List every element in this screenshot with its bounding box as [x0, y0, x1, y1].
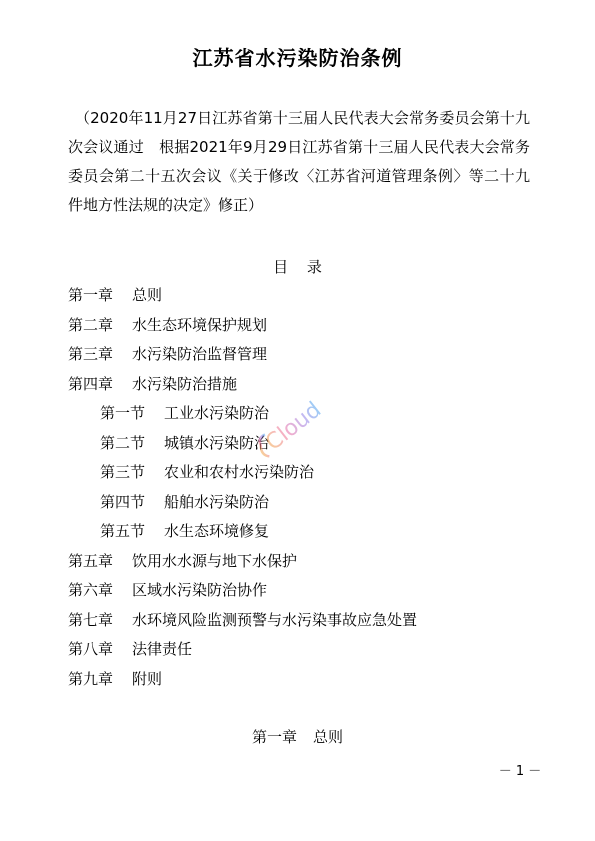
toc-item-title: 法律责任: [132, 640, 193, 658]
toc-chapter-item: [68, 281, 417, 311]
page-number: － 1 －: [498, 764, 542, 779]
toc-item-title: 水污染防治措施: [132, 374, 238, 393]
toc-section-item: [68, 399, 417, 429]
toc-chapter-item: [68, 635, 417, 665]
toc-section-item: [68, 458, 417, 488]
toc-item-number: 第九章: [68, 669, 114, 688]
toc-section-item: [68, 517, 417, 547]
toc-item-number: 第二节: [100, 433, 146, 452]
toc-chapter-item: [68, 606, 417, 636]
toc-item-title: 总则: [132, 286, 163, 304]
toc-item-number: 第四章: [68, 374, 114, 393]
toc-item-title: 水环境风险监测预警与水污染事故应急处置: [132, 610, 418, 629]
chapter-heading: [0, 726, 595, 747]
toc-item-title: 工业水污染防治: [164, 404, 270, 422]
toc-item-title: 饮用水水源与地下水保护: [132, 551, 298, 570]
toc-item-title: 水生态环境修复: [164, 522, 270, 540]
toc-item-title: 农业和农村水污染防治: [164, 463, 315, 481]
toc-heading: 目 录: [273, 258, 322, 276]
toc-item-title: 水污染防治监督管理: [132, 345, 268, 363]
table-of-contents: [68, 281, 417, 694]
toc-item-title: 区域水污染防治协作: [132, 581, 268, 599]
adoption-note: （2020年11月27日江苏省第十三届人民代表大会常务委员会第十九次会议通过 根据2021年9月29日江苏省第十三届人民代表大会常务委员会第二十五次会议《关于修改〈江苏省河道管理条例〉等二十九件地方性法规的决定》修正）: [68, 109, 530, 214]
toc-item-number: 第五节: [100, 522, 146, 540]
toc-item-title: 附则: [132, 669, 163, 688]
toc-item-number: 第七章: [68, 610, 114, 629]
toc-chapter-item: [68, 576, 417, 606]
document-title: 江苏省水污染防治条例: [192, 46, 403, 70]
toc-item-number: 第八章: [68, 640, 114, 658]
toc-item-number: 第二章: [68, 315, 114, 334]
toc-chapter-item: [68, 311, 417, 341]
toc-chapter-item: [68, 547, 417, 577]
toc-item-title: 船舶水污染防治: [164, 492, 270, 511]
toc-item-number: 第四节: [100, 492, 146, 511]
toc-item-number: 第六章: [68, 581, 114, 599]
chapter-number: 第一章: [251, 728, 297, 746]
toc-section-item: [68, 488, 417, 518]
toc-chapter-item: [68, 340, 417, 370]
toc-item-title: 城镇水污染防治: [164, 433, 270, 452]
chapter-title: 总则: [313, 728, 344, 746]
toc-item-number: 第三节: [100, 463, 146, 481]
toc-chapter-item: [68, 665, 417, 695]
watermark-text: Cloud: [261, 397, 327, 456]
toc-chapter-item: [68, 370, 417, 400]
toc-item-title: 水生态环境保护规划: [132, 315, 268, 334]
toc-item-number: 第一节: [100, 404, 146, 422]
toc-item-number: 第一章: [68, 286, 114, 304]
toc-section-item: [68, 429, 417, 459]
toc-item-number: 第三章: [68, 345, 114, 363]
toc-item-number: 第五章: [68, 551, 114, 570]
